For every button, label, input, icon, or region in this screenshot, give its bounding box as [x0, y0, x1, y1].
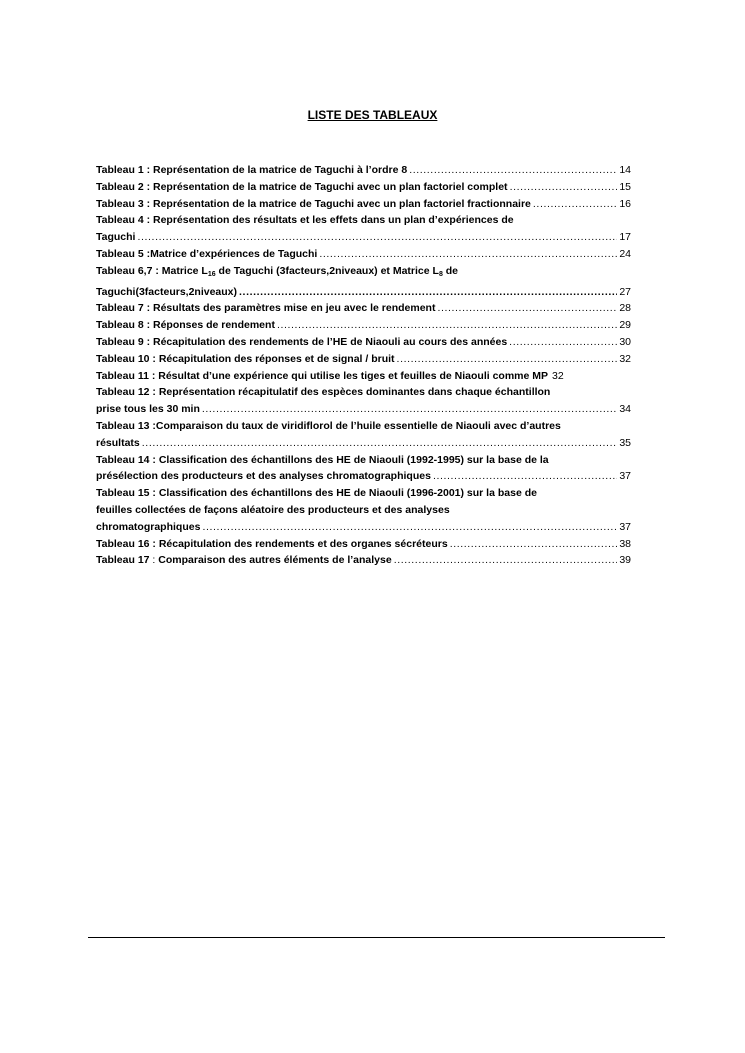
page-number: 37: [619, 520, 631, 533]
toc-text-part: Comparaison des autres éléments de l’analyse: [158, 554, 392, 567]
leader-dots: [533, 196, 617, 213]
toc-entry-5[interactable]: [96, 246, 631, 263]
toc-entry-text: Tableau 3 : Représentation de la matrice de Taguchi avec un plan factoriel fractionnaire: [96, 197, 531, 210]
leader-dots: [142, 435, 618, 452]
toc-text-part: :: [149, 554, 159, 567]
toc-text-part: de Taguchi (3facteurs,2niveaux) et Matrice L: [215, 264, 439, 277]
toc-entry-text-cont: résultats: [96, 436, 140, 449]
page-number: 39: [619, 554, 631, 567]
toc-entry-text: Tableau 4 : Représentation des résultats et les effets dans un plan d’expériences de: [96, 214, 514, 227]
toc-entry-6-7[interactable]: [96, 263, 631, 301]
leader-dots: [397, 351, 618, 368]
toc-entry-text-cont: Taguchi(3facteurs,2niveaux): [96, 285, 238, 298]
toc-entry-16[interactable]: [96, 536, 631, 553]
page-number: 30: [619, 335, 631, 348]
page-number: 34: [619, 403, 631, 416]
page-number: 14: [619, 164, 631, 176]
toc-entry-1[interactable]: [96, 162, 631, 179]
page-number: 28: [619, 302, 631, 315]
page-number: 35: [619, 436, 631, 449]
toc-entry-text-cont: Taguchi: [96, 231, 136, 244]
table-list: [96, 162, 631, 569]
toc-entry-text: Tableau 2 : Représentation de la matrice de Taguchi avec un plan factoriel complet: [96, 180, 508, 193]
page-number: 15: [619, 180, 631, 193]
leader-dots: [202, 519, 617, 536]
toc-entry-text: Tableau 16 : Récapitulation des rendements et des organes sécréteurs: [96, 537, 448, 550]
page-number: 27: [619, 285, 631, 298]
toc-entry-text: Tableau 11 : Résultat d’une expérience qui utilise les tiges et feuilles de Niaouli comme MP: [96, 369, 549, 382]
page-number: 29: [619, 319, 631, 332]
toc-entry-3[interactable]: [96, 196, 631, 213]
footer-divider: [88, 937, 665, 938]
subscript: 8: [438, 270, 443, 278]
toc-entry-13[interactable]: [96, 418, 631, 452]
toc-entry-text: [96, 552, 392, 569]
toc-entry-text: [96, 263, 631, 284]
page-number: 17: [619, 231, 631, 244]
page-title: LISTE DES TABLEAUX: [307, 108, 438, 122]
leader-dots: [277, 317, 617, 334]
page-number: 37: [619, 470, 631, 483]
toc-entry-7[interactable]: [96, 300, 631, 317]
leader-dots: [239, 284, 617, 301]
toc-entry-9[interactable]: [96, 334, 631, 351]
toc-entry-10[interactable]: [96, 351, 631, 368]
subscript: 16: [207, 270, 216, 278]
toc-entry-11[interactable]: [96, 368, 631, 385]
toc-entry-14[interactable]: [96, 452, 631, 486]
page-number: 24: [619, 247, 631, 260]
toc-entry-text: Tableau 13 :Comparaison du taux de viridiflorol de l’huile essentielle de Niaouli avec d’autres: [96, 419, 561, 432]
leader-dots: [433, 468, 617, 485]
toc-entry-text: Tableau 5 :Matrice d’expériences de Taguchi: [96, 247, 318, 260]
leader-dots: [437, 300, 617, 317]
toc-entry-text: Tableau 14 : Classification des échantillons des HE de Niaouli (1992-1995) sur la base de la: [96, 453, 549, 466]
page-number: 32: [552, 369, 564, 382]
leader-dots: [202, 401, 617, 418]
page-number: 38: [619, 537, 631, 550]
leader-dots: [409, 162, 617, 179]
toc-entry-text: Tableau 8 : Réponses de rendement: [96, 319, 275, 332]
toc-text-part: Tableau 17: [96, 554, 150, 567]
toc-entry-15[interactable]: [96, 485, 631, 535]
toc-entry-text-cont: chromatographiques: [96, 520, 201, 533]
toc-entry-text: Tableau 1 : Représentation de la matrice de Taguchi à l’ordre 8: [96, 164, 408, 176]
toc-text-part: de: [442, 264, 459, 277]
leader-dots: [394, 552, 618, 569]
leader-dots: [509, 334, 617, 351]
toc-entry-8[interactable]: [96, 317, 631, 334]
leader-dots: [510, 179, 618, 196]
toc-entry-text: Tableau 9 : Récapitulation des rendements de l’HE de Niaouli au cours des années: [96, 335, 508, 348]
leader-dots: [450, 536, 618, 553]
page-number: 16: [619, 197, 631, 210]
leader-dots: [137, 229, 617, 246]
toc-entry-text-cont: prise tous les 30 min: [96, 403, 200, 416]
toc-entry-2[interactable]: [96, 179, 631, 196]
toc-entry-17[interactable]: [96, 552, 631, 569]
toc-entry-text-cont: présélection des producteurs et des analyses chromatographiques: [96, 470, 431, 483]
toc-entry-text: Tableau 7 : Résultats des paramètres mise en jeu avec le rendement: [96, 302, 436, 315]
toc-entry-text-cont: feuilles collectées de façons aléatoire des producteurs et des analyses: [96, 503, 450, 516]
toc-entry-12[interactable]: [96, 384, 631, 418]
toc-entry-text: Tableau 12 : Représentation récapitulatif des espèces dominantes dans chaque échantillon: [96, 386, 551, 399]
toc-entry-text: Tableau 15 : Classification des échantillons des HE de Niaouli (1996-2001) sur la base de: [96, 487, 537, 500]
page-number: 32: [619, 352, 631, 365]
toc-entry-4[interactable]: [96, 212, 631, 246]
toc-text-part: Tableau 6,7 : Matrice L: [96, 264, 208, 277]
leader-dots: [319, 246, 617, 263]
toc-entry-text: Tableau 10 : Récapitulation des réponses et de signal / bruit: [96, 352, 395, 365]
